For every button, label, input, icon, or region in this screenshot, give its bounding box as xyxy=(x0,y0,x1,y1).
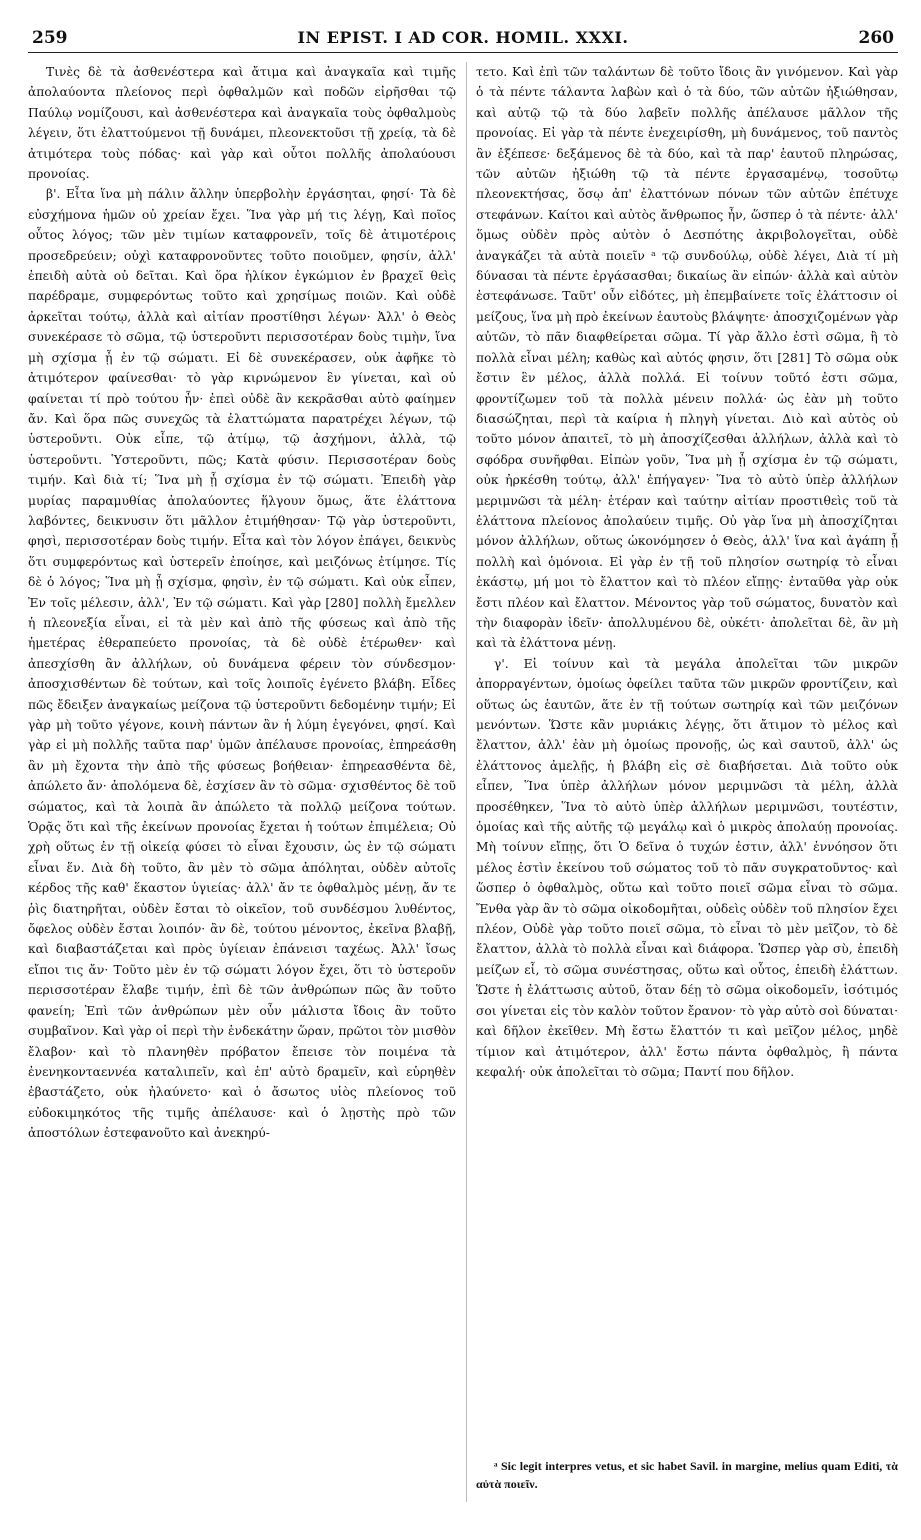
right-column xyxy=(476,62,898,1522)
left-column xyxy=(28,62,456,1522)
left-paragraph-2: β'. Εἶτα ἵνα μὴ πάλιν ἄλλην ὑπερβολὴν ἐργάσηται, φησί· Τὰ δὲ εὐσχήμονα ἡμῶν οὐ χρείαν ἔχει. Ἵνα γὰρ μή τις λέγῃ, Καὶ ποῖος οὗτος λόγος; τῶν μὲν τιμίων καταφρονεῖν, τοῖς δὲ ἀτιμοτέροις προσεδρεύειν; οὐχὶ καταφρονοῦντες τοῦτο ποιοῦμεν, φησίν, ἀλλ' ἐπειδὴ αὐτὰ οὐ δεῖται. Καὶ ὅρα ἡλίκον ἐγκώμιον ἐν βραχεῖ θεὶς παρέδραμε, συμφερόντως τοῦτο καὶ χρησίμως ποιῶν. Καὶ οὐδὲ ἀρκεῖται τούτῳ, ἀλλὰ καὶ αἰτίαν προστίθησι λέγων· Ἀλλ' ὁ Θεὸς συνεκέρασε τὸ σῶμα, τῷ ὑστεροῦντι περισσοτέραν δοὺς τιμὴν, ἵνα μὴ σχίσμα ᾖ ἐν τῷ σώματι. Εἰ δὲ συνεκέρασεν, οὐκ ἀφῆκε τὸ ἀτιμότερον φαίνεσθαι· τὸ γὰρ κιρνώμενον ἓν γίνεται, καὶ οὐ φαίνεται τί πρὸ τούτου ἦν· ἐπεὶ οὐδὲ ἂν κεκρᾶσθαι αὐτὸ φαίημεν ἄν. Καὶ ὅρα πῶς συνεχῶς τὰ ἐλαττώματα παρατρέχει λέγων, τῷ ὑστεροῦντι. Οὐκ εἶπε, τῷ ἀτίμῳ, τῷ ἀσχήμονι, ἀλλὰ, τῷ ὑστεροῦντι. Ὑστεροῦντι, πῶς; Κατὰ φύσιν. Περισσοτέραν δοὺς τιμήν. Καὶ διὰ τί; Ἵνα μὴ ᾖ σχίσμα ἐν τῷ σώματι. Ἐπειδὴ γὰρ μυρίας παραμυθίας ἀπολαύοντες ἥλγουν ὅμως, ἅτε ἐλάττονα λαβόντες, δεικνυσιν ὅτι μᾶλλον ἐτιμήθησαν· Τῷ γὰρ ὑστεροῦντι, φησὶ, περισσοτέραν δοὺς τιμήν. Εἶτα καὶ τὸν λόγον ἐπάγει, δεικνὺς ὅτι συμφερόντως καὶ ὑστερεῖν ἐποίησε, καὶ μειζόνως ἐτίμησε. Τίς δὲ ὁ λόγος; Ἵνα μὴ ᾖ σχίσμα, φησὶν, ἐν τῷ σώματι. Καὶ οὐκ εἶπεν, Ἐν τοῖς μέλεσιν, ἀλλ', Ἐν τῷ σώματι. Καὶ γὰρ [280] πολλὴ ἔμελλεν ἡ πλεονεξία εἶναι, εἰ τὰ μὲν καὶ ἀπὸ τῆς φύσεως καὶ ἀπὸ τῆς ἡμετέρας ἐθεραπεύετο προνοίας, τὰ δὲ οὐδὲ ἑτέρωθεν· καὶ ἀπεσχίσθη ἂν ἀλλήλων, οὐ δυνάμενα φέρειν τὸν σύνδεσμον· ἀποσχισθέντων δὲ τούτων, καὶ τοῖς λοιποῖς ἐγένετο βλάβη. Εἶδες πῶς ἔδειξεν ἀναγκαίως μείζονα τῷ ὑστεροῦντι δεδομένην τιμήν; Εἰ γὰρ μὴ τοῦτο γέγονε, κοινὴ πάντων ἂν ἡ λύμη ἐγεγόνει, φησί. Καὶ γὰρ εἰ μὴ πολλῆς ταῦτα παρ' ὑμῶν ἀπέλαυσε προνοίας, ἐπηρεάσθη ἂν μὴ ἔχοντα τὴν ἀπὸ τῆς φύσεως βοήθειαν· ἐπηρεασθέντα δὲ, ἀπώλετο ἄν· ἀπολόμενα δὲ, ἐσχίσεν ἂν τὸ σῶμα· σχισθέντος δὲ τοῦ σώματος, καὶ τὰ λοιπὰ ἂν ἀπώλετο τὰ πολλῷ μείζονα τούτων. Ὁρᾷς ὅτι καὶ τῆς ἐκείνων προνοίας ἔχεται ἡ τούτων ἐπιμέλεια; Οὐ χρὴ οὕτως ἐν τῇ οἰκείᾳ φύσει τὸ εἶναι ἔχουσιν, ὡς ἐν τῷ σώματι εἶναι ἕν. Διὰ δὴ τοῦτο, ἂν μὲν τὸ σῶμα ἀπόληται, οὐδὲν αὐτοῖς κέρδος τῆς καθ' ἕκαστον ὑγιείας· ἀλλ' ἄν τε ὀφθαλμὸς μένῃ, ἄν τε ῥὶς διατηρῆται, οὐδὲν ἔσται τὸ οἰκεῖον, τοῦ συνδέσμου λυθέντος, ὄφελος οὐδὲν ἔσται λοιπόν· ἂν δὲ, τούτου μένοντος, ἐκεῖνα βλαβῇ, καὶ διαβαστάζεται καὶ πρὸς ὑγίειαν ἐπάνεισι ταχέως. Ἀλλ' ἴσως εἴποι τις ἄν· Τοῦτο μὲν ἐν τῷ σώματι λόγον ἔχει, ὅτι τὸ ὑστεροῦν περισσοτέραν ἔλαβε τιμήν, ἐπὶ δὲ τῶν ἀνθρώπων πῶς ἂν τοῦτο φανείη; Ἐπὶ τῶν ἀνθρώπων μὲν οὖν μάλιστα ἴδοις ἂν τοῦτο συμβαῖνον. Καὶ γὰρ οἱ περὶ τὴν ἑνδεκάτην ὥραν, πρῶτοι τὸν μισθὸν ἔλαβον· καὶ τὸ πλανηθὲν πρόβατον ἔπεισε τὸν ποιμένα τὰ ἐνενηκονταεννέα καταλιπεῖν, καὶ ἐπ' αὐτὸ δραμεῖν, καὶ εὑρηθὲν ἐβαστάζετο, οὐκ ἠλαύνετο· καὶ ὁ ἄσωτος υἱὸς πλείονος τοῦ εὐδοκιμηκότος τῆς τιμῆς ἀπέλαυσε· καὶ ὁ λῃστὴς πρὸ τῶν ἀποστόλων ἐστεφανοῦτο καὶ ἀνεκηρύ- xyxy=(28,187,456,1141)
left-paragraph-1: Τινὲς δὲ τὰ ἀσθενέστερα καὶ ἄτιμα καὶ ἀναγκαῖα καὶ τιμῆς ἀπολαύοντα πλείονος περὶ ὀφθαλμῶν καὶ ποδῶν εἰρῆσθαι τῷ Παύλῳ νομίζουσι, καὶ ἀσθενέστερα καὶ ἀναγκαῖα τοὺς ὀφθαλμοὺς λέγειν, ὅτι ἐλαττούμενοι τῇ δυνάμει, πλεονεκτοῦσι τῇ χρείᾳ, τὰ δὲ ἀτιμότερα τοὺς πόδας· καὶ γὰρ καὶ οὗτοι πολλῆς ἀπολαύουσι προνοίας. xyxy=(28,65,456,182)
page-number-left: 259 xyxy=(32,28,68,48)
running-header xyxy=(28,22,898,53)
column-divider xyxy=(466,62,467,1502)
running-title: IN EPIST. I AD COR. HOMIL. XXXI. xyxy=(297,28,629,47)
text-columns xyxy=(28,62,898,1522)
book-page xyxy=(28,22,898,1522)
right-paragraph-1: τετο. Καὶ ἐπὶ τῶν ταλάντων δὲ τοῦτο ἴδοις ἂν γινόμενον. Καὶ γὰρ ὁ τὰ πέντε τάλαντα λαβὼν καὶ ὁ τὰ δύο, τῶν αὐτῶν ἠξιώθησαν, καὶ αὐτῷ τῷ τὰ δύο λαβεῖν πολλῆς ἀπέλαυσε μᾶλλον τῆς προνοίας. Εἰ γὰρ τὰ πέντε ἐνεχειρίσθη, μὴ δυνάμενος, τοῦ παντὸς ἂν ἐξέπεσε· δεξάμενος δὲ τὰ δύο, καὶ τὰ παρ' ἑαυτοῦ πληρώσας, τῶν αὐτῶν ἠξιώθη τῷ τὰ πέντε ἐργασαμένῳ, τοσοῦτῳ πλεονεκτήσας, ὅσῳ ἀπ' ἐλαττόνων πόνων τῶν αὐτῶν ἐπέτυχε στεφάνων. Καίτοι καὶ αὐτὸς ἄνθρωπος ἦν, ὥσπερ ὁ τὰ πέντε· ἀλλ' ὅμως οὐδὲν πρὸς αὐτὸν ὁ Δεσπότης ἀκριβολογεῖται, οὐδὲ ἀναγκάζει τὰ αὐτὰ ποιεῖν ᵃ τῷ συνδούλῳ, οὐδὲ λέγει, Διὰ τί μὴ δύνασαι τὰ πέντε ἐργάσασθαι; δικαίως ἂν εἰπών· ἀλλὰ καὶ αὐτὸν ἐστεφάνωσε. Ταῦτ' οὖν εἰδότες, μὴ ἐπεμβαίνετε τοῖς ἐλάττοσιν οἱ μείζους, ἵνα μὴ πρὸ ἐκείνων ἑαυτοὺς βλάψητε· ἀποσχιζομένων γὰρ αὐτῶν, τὸ πᾶν διαφθείρεται σῶμα. Τί γὰρ ἄλλο ἐστὶ σῶμα, ἢ τὸ πολλὰ εἶναι μέλη; καθὼς καὶ αὐτός φησιν, ὅτι [281] Τὸ σῶμα οὐκ ἔστιν ἓν μέλος, ἀλλὰ πολλά. Εἰ τοίνυν τοῦτό ἐστι σῶμα, φροντίζωμεν τοῦ τὰ πολλὰ μένειν πολλά· ὡς ἐὰν μὴ τοῦτο διασώζηται, περὶ τὰ καίρια ἡ πληγὴ γίνεται. Διὸ καὶ αὐτὸς οὐ τοῦτο μόνον ἀπαιτεῖ, τὸ μὴ ἀποσχίζεσθαι ἀλλήλων, ἀλλὰ καὶ τὸ σφόδρα συνῆφθαι. Εἰπὼν γοῦν, Ἵνα μὴ ᾖ σχίσμα ἐν τῷ σώματι, οὐκ ἠρκέσθη τούτῳ, ἀλλ' ἐπήγαγεν· Ἵνα τὸ αὐτὸ ὑπὲρ ἀλλήλων μεριμνῶσι τὰ μέλη· ἑτέραν καὶ ταύτην αἰτίαν προστιθεὶς τοῦ τὰ ἐλάττονα πλείονος ἀπολαύειν τιμῆς. Οὐ γὰρ ἵνα μὴ ἀποσχίζηται μόνον ἀλλήλων, οὕτως ὡκονόμησεν ὁ Θεὸς, ἀλλ' ἵνα καὶ ἀγάπη ᾖ πολλὴ καὶ ὁμόνοια. Εἰ γὰρ ἐν τῇ τοῦ πλησίον σωτηρίᾳ τὸ εἶναι ἑκάστῳ, μή μοι τὸ ἔλαττον καὶ τὸ πλέον εἴπῃς· ἐνταῦθα γὰρ οὐκ ἔστι πλέον καὶ ἔλαττον. Μένοντος γὰρ τοῦ σώματος, δυνατὸν καὶ τὴν διαφορὰν ἰδεῖν· ἀπολλυμένου δὲ, οὐκέτι· ἀπολεῖται δὲ, ἂν μὴ καὶ τὰ ἐλάττονα μένῃ. xyxy=(476,65,898,651)
right-paragraph-2: γ'. Εἰ τοίνυν καὶ τὰ μεγάλα ἀπολεῖται τῶν μικρῶν ἀπορραγέντων, ὁμοίως ὀφείλει ταῦτα τῶν μικρῶν φροντίζειν, καὶ οὕτως ὡς ἑαυτῶν, ἅτε ἐν τῇ τούτων σωτηρίᾳ καὶ τῶν μειζόνων μενόντων. Ὥστε κἂν μυριάκις λέγῃς, ὅτι ἄτιμον τὸ μέλος καὶ ἔλαττον, ἀλλ' ἐὰν μὴ ὁμοίως προνοῇς, ὡς καὶ σαυτοῦ, ἀλλ' ὡς ἐλάττονος ἀμελῇς, ἡ βλάβη εἰς σὲ διαβήσεται. Διὰ τοῦτο οὐκ εἶπεν, Ἵνα ὑπὲρ ἀλλήλων μόνον μεριμνῶσι τὰ μέλη, ἀλλὰ προσέθηκεν, Ἵνα τὸ αὐτὸ ὑπὲρ ἀλλήλων μεριμνῶσι, τουτέστιν, ὁμοίας καὶ τῆς αὐτῆς τῷ μεγάλῳ καὶ ὁ μικρὸς ἀπολαύῃ προνοίας. Μὴ τοίνυν εἴπῃς, ὅτι Ὁ δεῖνα ὁ τυχών ἐστιν, ἀλλ' ἐννόησον ὅτι μέλος ἐστὶν ἐκείνου τοῦ σώματος τοῦ τὸ πᾶν συγκρατοῦντος· καὶ ὥσπερ ὁ ὀφθαλμὸς, οὕτω καὶ τοῦτο ποιεῖ σῶμα εἶναι τὸ σῶμα. Ἔνθα γὰρ ἂν τὸ σῶμα οἰκοδομῆται, οὐδεὶς οὐδὲν τοῦ πλησίον ἔχει πλέον, Οὐδὲ γὰρ τοῦτο ποιεῖ σῶμα, τὸ εἶναι τὸ μὲν μεῖζον, τὸ δὲ ἔλαττον, ἀλλὰ τὸ πολλὰ εἶναι καὶ διάφορα. Ὥσπερ γὰρ σὺ, ἐπειδὴ μείζων εἶ, τὸ σῶμα συνέστησας, οὕτω καὶ οὗτος, ἐπειδὴ ἐλάττων. Ὥστε ἡ ἐλάττωσις αὐτοῦ, ὅταν δέῃ τὸ σῶμα οἰκοδομεῖν, ἰσότιμός σοι γίνεται εἰς τὸν καλὸν τοῦτον ἔρανον· τὸ γὰρ αὐτὸ σοὶ δύναται· καὶ δῆλον ἐκεῖθεν. Μὴ ἔστω ἔλαττόν τι καὶ μεῖζον μέλος, μηδὲ τίμιον καὶ ἀτιμότερον, ἀλλ' ἔστω πάντα ὀφθαλμὸς, ἢ πάντα κεφαλή· οὐκ ἀπολεῖται τὸ σῶμα; Παντί που δῆλον. xyxy=(476,656,898,1079)
footnote xyxy=(476,1457,898,1493)
footnote-text: ᵃ Sic legit interpres vetus, et sic habet Savil. in margine, melius quam Editi, τὰ αὐτὰ ποιεῖν. xyxy=(476,1459,898,1491)
page-number-right: 260 xyxy=(858,28,894,48)
